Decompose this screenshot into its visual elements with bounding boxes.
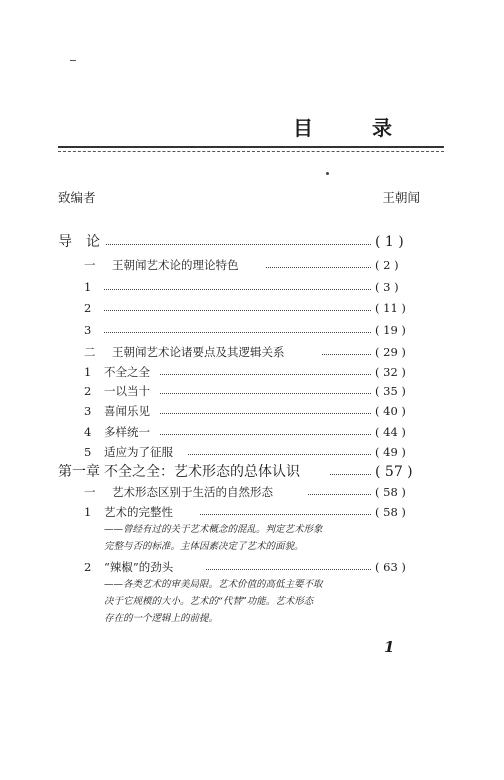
toc-entry-title: “辣椒”的劲头 [104, 560, 174, 574]
toc-entry-title: 喜闻乐见 [104, 404, 150, 418]
preface-author: 王朝闻 [382, 190, 420, 205]
toc-entry-page: ( 44 ) [375, 425, 406, 439]
toc-entry-number: 一 [84, 258, 96, 272]
toc-leader-dots [266, 267, 371, 268]
toc-entry-number: 3 [84, 323, 92, 337]
toc-leader-dots [206, 569, 371, 570]
toc-entry-page: ( 49 ) [375, 445, 406, 459]
page-number: 1 [384, 638, 395, 656]
toc-entry-page: ( 32 ) [375, 365, 406, 379]
toc-entry[interactable] [0, 381, 504, 401]
title-rule [58, 146, 444, 148]
title-rule-dashed [58, 151, 444, 152]
toc-entry-number: 导 论 [58, 234, 100, 250]
toc-entry-page: ( 58 ) [375, 485, 406, 499]
toc-entry-title: 一以当十 [104, 384, 150, 398]
section-note-2 [104, 576, 394, 627]
toc-leader-dots [160, 374, 371, 375]
toc-entry-page: ( 29 ) [375, 345, 406, 359]
toc-entry-number: 2 [84, 384, 92, 398]
toc-leader-dots [104, 310, 371, 311]
toc-entry-title: 王朝闻艺术论的理论特色 [112, 258, 239, 272]
toc-entry-number: 1 [84, 365, 92, 379]
toc-entry[interactable] [0, 502, 504, 522]
note-line: ——曾经有过的关于艺术概念的混乱。判定艺术形象 [104, 524, 323, 535]
toc-entry[interactable] [0, 362, 504, 382]
toc-entry[interactable] [0, 482, 504, 502]
toc-entry-number: 2 [84, 301, 92, 315]
toc-entry-page: ( 63 ) [375, 560, 406, 574]
toc-entry-title: 艺术形态区别于生活的自然形态 [112, 485, 273, 499]
stray-dot [326, 172, 329, 175]
toc-entry[interactable] [0, 298, 504, 318]
toc-entry[interactable] [0, 232, 504, 252]
toc-entry[interactable] [0, 422, 504, 442]
toc-leader-dots [322, 354, 371, 355]
note-line: ——各类艺术的审美局限。艺术价值的高低主要不取 [104, 579, 323, 590]
toc-leader-dots [160, 434, 371, 435]
toc-entry-page: ( 2 ) [375, 258, 399, 272]
note-line: 决于它规模的大小。艺术的“代替”功能。艺术形态 [104, 596, 314, 607]
toc-leader-dots [308, 494, 371, 495]
toc-entry-number: 2 [84, 560, 92, 574]
toc-leader-dots [160, 393, 371, 394]
stray-mark [70, 60, 76, 61]
toc-leader-dots [200, 514, 371, 515]
preface-label: 致编者 [58, 190, 96, 205]
toc-entry[interactable] [0, 320, 504, 340]
toc-entry-page: ( 3 ) [375, 280, 399, 294]
toc-entry-page: ( 1 ) [375, 234, 404, 250]
toc-entry[interactable] [0, 442, 504, 462]
toc-entry-page: ( 19 ) [375, 323, 406, 337]
toc-leader-dots [104, 289, 371, 290]
toc-entry-title: 不全之全：艺术形态的总体认识 [104, 464, 300, 480]
toc-leader-dots [188, 454, 371, 455]
toc-entry-title: 不全之全 [104, 365, 150, 379]
toc-entry-number: 第一章 [58, 464, 100, 480]
toc-entry-number: 4 [84, 425, 92, 439]
page-title: 目 录 [293, 116, 418, 140]
toc-entry-number: 3 [84, 404, 92, 418]
toc-entry-title: 适应为了征服 [104, 445, 173, 459]
toc-entry[interactable] [0, 557, 504, 577]
toc-entry[interactable] [0, 401, 504, 421]
section-note-1 [104, 521, 394, 555]
toc-entry-title: 艺术的完整性 [104, 505, 173, 519]
toc-entry-number: 1 [84, 280, 92, 294]
toc-entry-title: 多样统一 [104, 425, 150, 439]
toc-entry-page: ( 58 ) [375, 505, 406, 519]
toc-leader-dots [106, 244, 371, 245]
toc-entry-page: ( 40 ) [375, 404, 406, 418]
toc-entry-number: 5 [84, 445, 92, 459]
note-line: 完整与否的标准。主体因素决定了艺术的面貌。 [104, 541, 304, 552]
toc-entry-page: ( 35 ) [375, 384, 406, 398]
toc-entry-title: 王朝闻艺术论诸要点及其逻辑关系 [112, 345, 285, 359]
toc-leader-dots [104, 332, 371, 333]
toc-entry[interactable] [0, 342, 504, 362]
toc-entry-page: ( 11 ) [375, 301, 406, 315]
toc-entry[interactable] [0, 462, 504, 482]
toc-entry-page: ( 57 ) [375, 464, 413, 480]
toc-entry-number: 1 [84, 505, 92, 519]
toc-entry[interactable] [0, 277, 504, 297]
toc-leader-dots [330, 474, 371, 475]
note-line: 存在的一个逻辑上的前提。 [104, 613, 219, 624]
toc-entry-number: 二 [84, 345, 96, 359]
toc-entry[interactable] [0, 255, 504, 275]
toc-entry-number: 一 [84, 485, 96, 499]
toc-leader-dots [160, 413, 371, 414]
